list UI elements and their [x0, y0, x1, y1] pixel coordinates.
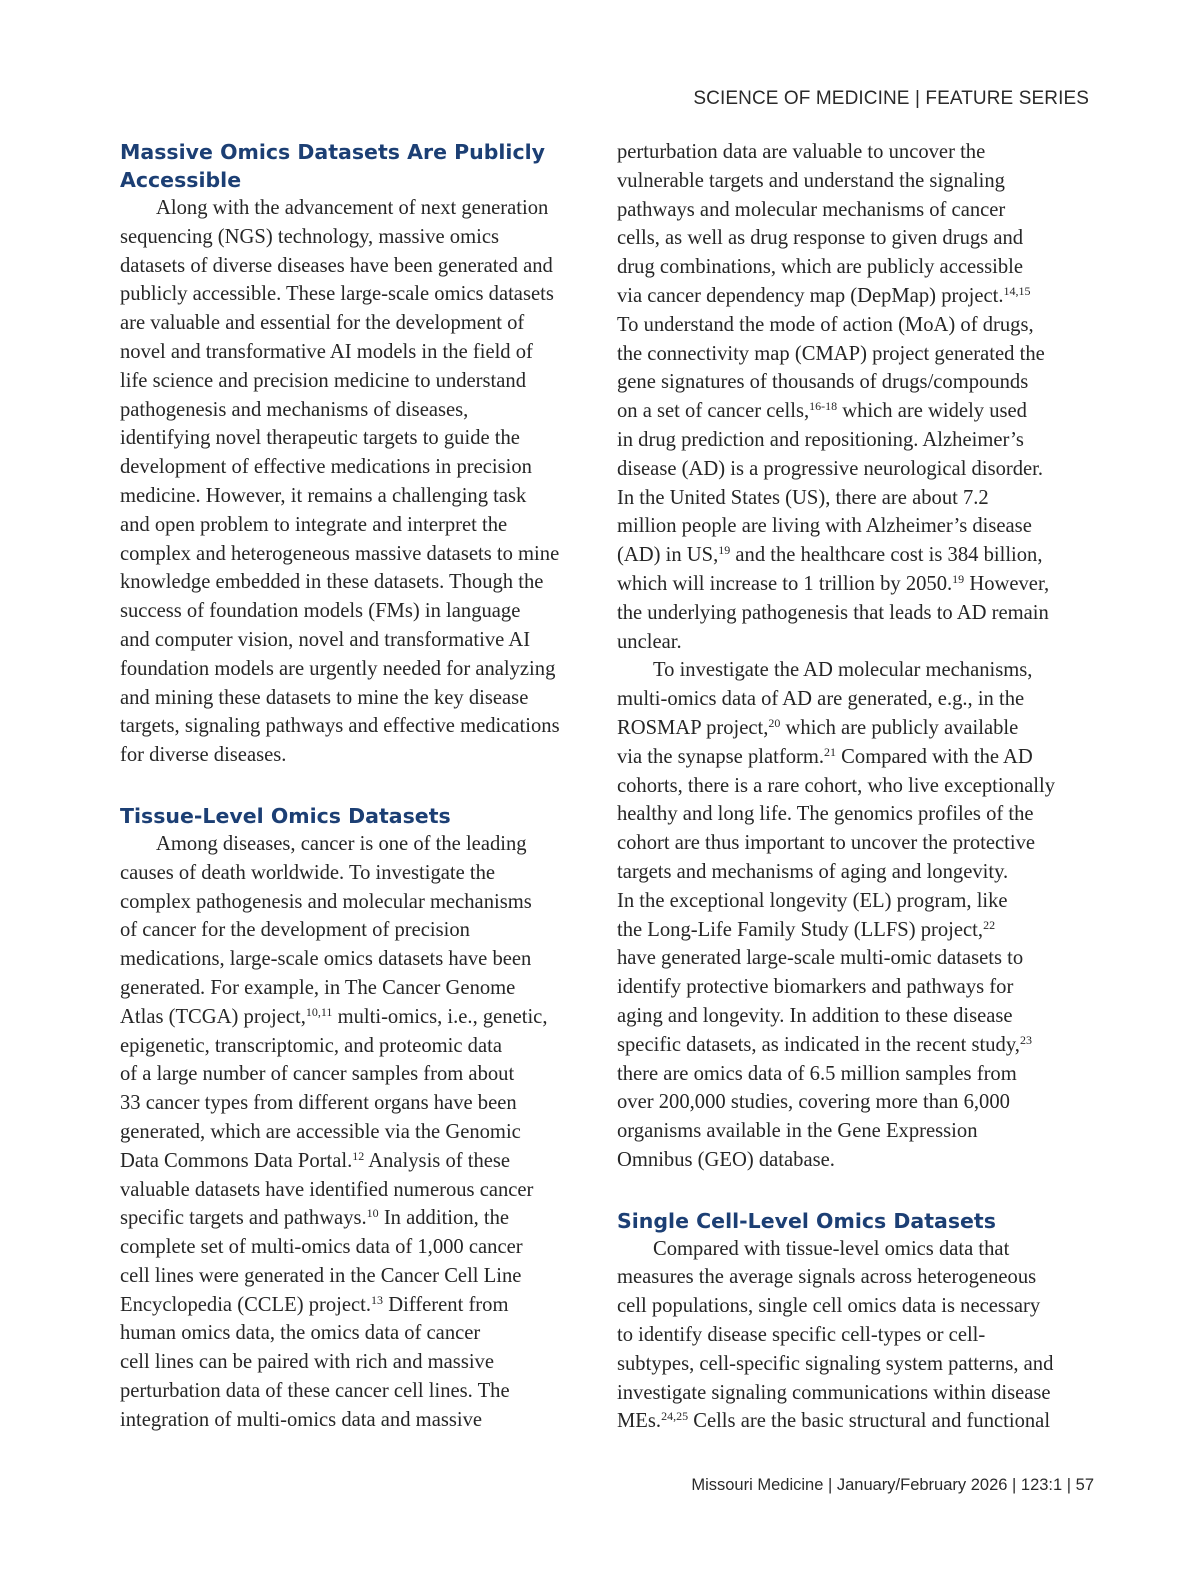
- page-footer: Missouri Medicine | January/February 2026 | 123:1 | 57: [691, 1476, 1094, 1494]
- citation-ref: 10: [366, 1206, 379, 1221]
- section-heading-tissue-level: Tissue-Level Omics Datasets: [120, 803, 451, 828]
- citation-ref: 20: [768, 715, 781, 730]
- citation-ref: 23: [1019, 1032, 1032, 1047]
- paragraph-single-cell: Compared with tissue-level omics data that measures the average signals across heterogeneous cell populations, single cell omics data is necessary to identify disease specific cell-types or cell- subtypes, cell-specific signaling system patterns, and investigate signaling communications within disease MEs.$^{24,25}$ Cells are the basic structural and functional: [617, 1237, 1054, 1433]
- running-header: SCIENCE OF MEDICINE | FEATURE SERIES: [693, 88, 1089, 109]
- paragraph-ad-mechanisms: To investigate the AD molecular mechanisms, multi-omics data of AD are generated, e.g., in the ROSMAP project,$^{20}$ which are publicly available via the synapse platform.$^{21}$ Compared with the AD cohorts, there is a rare cohort, who live exceptionally healthy and long life. The genomics profiles of the cohort are thus important to uncover the protective targets and mechanisms of aging and longevity. In the exceptional longevity (EL) program, like the Long-Life Family Study (LLFS) project,$^{22}$ have generated large-scale multi-omic datasets to identify protective biomarkers and pathways for aging and longevity. In addition to these disease specific datasets, as indicated in the recent study,$^{23}$ there are omics data of 6.5 million samples from over 200,000 studies, covering more than 6,000 organisms available in the Gene Expression Omnibus (GEO) database.: [617, 659, 1056, 1171]
- citation-ref: 12: [352, 1148, 365, 1163]
- citation-ref: 19: [952, 571, 965, 586]
- citation-ref: 19: [718, 543, 731, 558]
- citation-ref: 10,11: [305, 1004, 333, 1019]
- paragraph-massive-omics: Along with the advancement of next generation sequencing (NGS) technology, massive omics datasets of diverse diseases have been generated and publicly accessible. These large-scale omics datasets are valuable and essential for the development of novel and transformative AI models in the field of life science and precision medicine to understand pathogenesis and mechanisms of diseases, identifying novel therapeutic targets to guide the development of effective medications in precision medicine. However, it remains a challenging task and open problem to integrate and interpret the complex and heterogeneous massive datasets to mine knowledge embedded in these datasets. Though the success of foundation models (FMs) in language and computer vision, novel and transformative AI foundation models are urgently needed for analyzing and mining these datasets to mine the key disease targets, signaling pathways and effective medications for diverse diseases.: [120, 197, 560, 767]
- section-heading-massive-omics: Massive Omics Datasets Are Publicly Accessible: [120, 140, 546, 192]
- left-column: [120, 138, 598, 1435]
- citation-ref: 13: [371, 1292, 384, 1307]
- section-heading-single-cell: Single Cell-Level Omics Datasets: [617, 1208, 996, 1233]
- right-column: [617, 138, 1093, 1436]
- paragraph-tissue-level: Among diseases, cancer is one of the leading causes of death worldwide. To investigate the complex pathogenesis and molecular mechanisms of cancer for the development of precision medications, large-scale omics datasets have been generated. For example, in The Cancer Genome Atlas (TCGA) project,$^{10,11}$ multi-omics, i.e., genetic, epigenetic, transcriptomic, and proteomic data of a large number of cancer samples from about 33 cancer types from different organs have been generated, which are accessible via the Genomic Data Commons Data Portal.$^{12}$ Analysis of these valuable datasets have identified numerous cancer specific targets and pathways.$^{10}$ In addition, the complete set of multi-omics data of 1,000 cancer cell lines were generated in the Cancer Cell Line Encyclopedia (CCLE) project.$^{13}$ Different from human omics data, the omics data of cancer cell lines can be paired with rich and massive perturbation data of these cancer cell lines. The integration of multi-omics data and massive: [120, 832, 548, 1431]
- citation-ref: 14,15: [1003, 283, 1031, 298]
- citation-ref: 24,25: [661, 1409, 689, 1424]
- paragraph-perturbation: perturbation data are valuable to uncover the vulnerable targets and understand the signaling pathways and molecular mechanisms of cancer cells, as well as drug response to given drugs and drug combinations, which are publicly accessible via cancer dependency map (DepMap) project.$^{14,15}$ To understand the mode of action (MoA) of drugs, the connectivity map (CMAP) project generated the gene signatures of thousands of drugs/compounds on a set of cancer cells,$^{16-18}$ which are widely used in drug prediction and repositioning. Alzheimer’s disease (AD) is a progressive neurological disorder. In the United States (US), there are about 7.2 million people are living with Alzheimer’s disease (AD) in US,$^{19}$ and the healthcare cost is 384 billion, which will increase to 1 trillion by 2050.19 However, the underlying pathogenesis that leads to AD remain unclear.: [617, 141, 1050, 653]
- citation-ref: 22: [983, 917, 996, 932]
- citation-ref: 21: [824, 744, 837, 759]
- citation-ref: 16-18: [809, 399, 838, 414]
